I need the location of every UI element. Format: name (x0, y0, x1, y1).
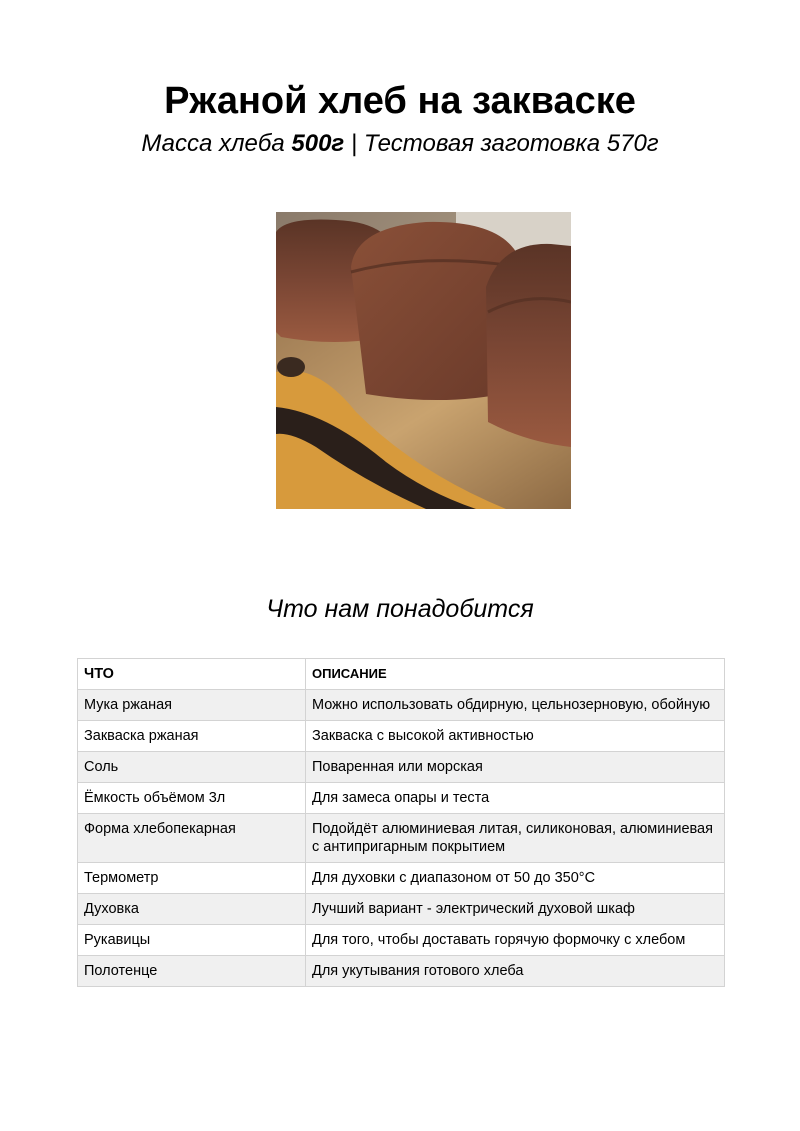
table-cell-what: Духовка (78, 894, 306, 925)
table-row (78, 721, 725, 752)
table-cell-what: Форма хлебопекарная (78, 814, 306, 863)
section-title: Что нам понадобится (266, 595, 534, 623)
table-row (78, 752, 725, 783)
table-cell-description: Для укутывания готового хлеба (306, 956, 725, 987)
table-cell-what: Полотенце (78, 956, 306, 987)
items-table (77, 658, 725, 987)
page-subtitle (0, 128, 800, 160)
table-cell-description: Поваренная или морская (306, 752, 725, 783)
table-cell-what: Рукавицы (78, 925, 306, 956)
subtitle-bold-weight: 500г (291, 130, 345, 157)
table-cell-what: Ёмкость объёмом 3л (78, 783, 306, 814)
table-row (78, 863, 725, 894)
table-cell-what: Мука ржаная (78, 690, 306, 721)
table-header-what: ЧТО (78, 659, 306, 690)
subtitle-suffix: | Тестовая заготовка 570г (344, 130, 659, 157)
bread-photo (276, 212, 571, 509)
table-cell-description: Закваска с высокой активностью (306, 721, 725, 752)
table-header-description: ОПИСАНИЕ (306, 659, 725, 690)
table-cell-what: Термометр (78, 863, 306, 894)
bread-loaves-photo-icon (276, 212, 571, 509)
table-row (78, 894, 725, 925)
page-title: Ржаной хлеб на закваске (164, 80, 636, 122)
table-cell-description: Лучший вариант - электрический духовой шкаф (306, 894, 725, 925)
table-row (78, 956, 725, 987)
subtitle-prefix: Масса хлеба (141, 130, 292, 157)
table-row (78, 690, 725, 721)
table-row (78, 925, 725, 956)
table-cell-what: Соль (78, 752, 306, 783)
table-header-row (78, 659, 725, 690)
table-row (78, 783, 725, 814)
table-cell-description: Для духовки с диапазоном от 50 до 350°C (306, 863, 725, 894)
table-cell-description: Можно использовать обдирную, цельнозерновую, обойную (306, 690, 725, 721)
table-cell-what: Закваска ржаная (78, 721, 306, 752)
table-cell-description: Для замеса опары и теста (306, 783, 725, 814)
table-row (78, 814, 725, 863)
table-cell-description: Подойдёт алюминиевая литая, силиконовая, алюминиевая с антипригарным покрытием (306, 814, 725, 863)
table-cell-description: Для того, чтобы доставать горячую формочку с хлебом (306, 925, 725, 956)
